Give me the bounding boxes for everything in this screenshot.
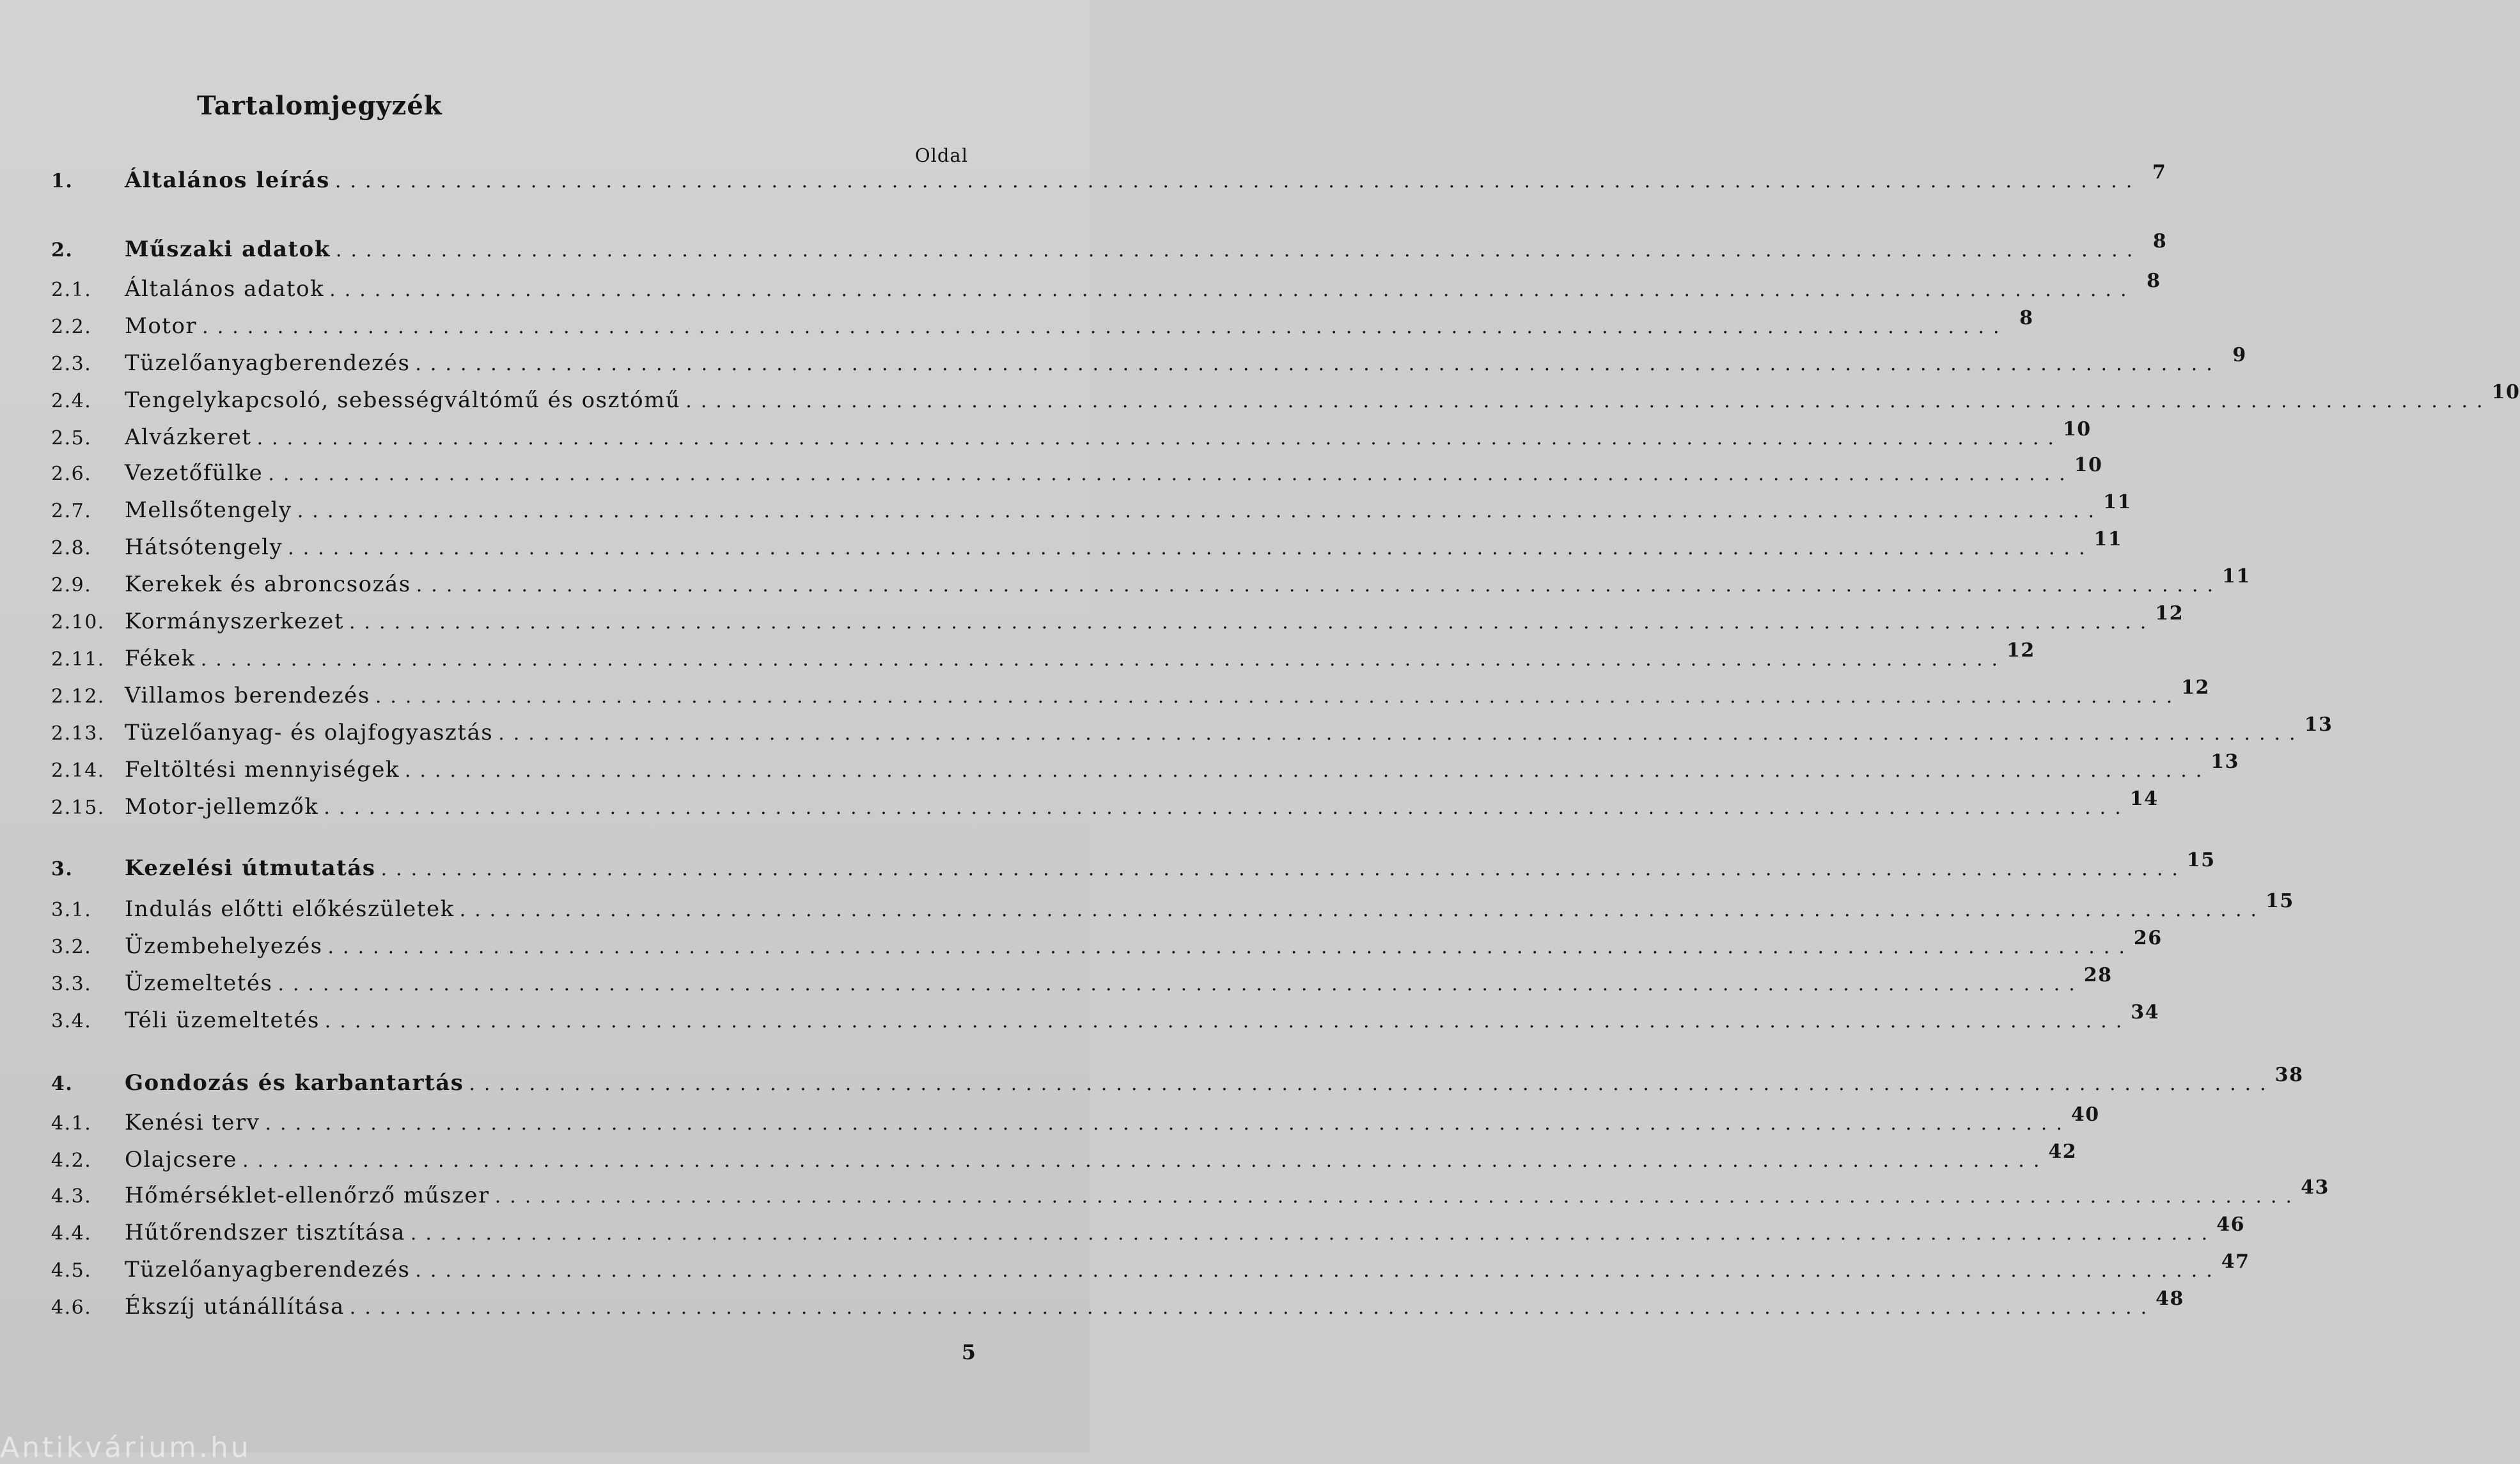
toc-entry-label: Alvázkeret <box>125 424 252 450</box>
toc-entry-page: 10 <box>2074 454 2103 476</box>
toc-entry-page: 34 <box>2131 1001 2159 1024</box>
toc-entry <box>51 927 2163 964</box>
toc-entry <box>51 344 2247 381</box>
toc-entry-number: 3.1. <box>51 899 92 921</box>
toc-entry-number: 2.12. <box>51 685 105 708</box>
dot-leader: ........................................................................................................................ <box>265 1112 2071 1135</box>
toc-entry-label: Indulás előtti előkészületek <box>125 896 455 922</box>
toc-entry-label: Mellsőtengely <box>125 497 292 523</box>
toc-entry-label: Ékszíj utánállítása <box>125 1294 345 1320</box>
toc-entry-label: Tüzelőanyag- és olajfogyasztás <box>125 720 494 745</box>
dot-leader: ........................................................................................................................ <box>416 574 2223 596</box>
toc-entry-label: Fékek <box>125 646 196 671</box>
toc-entry <box>51 454 2103 491</box>
page-title: Tartalomjegyzék <box>197 91 442 121</box>
dot-leader: ........................................................................................................................ <box>459 899 2266 921</box>
toc-entry-number: 2.3. <box>51 353 92 375</box>
dot-leader: ........................................................................................................................ <box>288 537 2094 559</box>
toc-entry-number: 3.3. <box>51 973 92 995</box>
toc-entry <box>51 1103 2100 1141</box>
toc-entry-page: 26 <box>2133 927 2163 949</box>
toc-entry-page: 7 <box>2152 161 2167 183</box>
toc-entry-page: 48 <box>2156 1288 2184 1310</box>
toc-entry-label: Hőmérséklet-ellenőrző műszer <box>125 1183 490 1208</box>
dot-leader: ........................................................................................................................ <box>685 390 2492 412</box>
dot-leader: ........................................................................................................................ <box>278 973 2084 995</box>
dot-leader: ........................................................................................................................ <box>324 1010 2131 1032</box>
toc-entry-page: 47 <box>2221 1250 2250 1273</box>
dot-leader: ........................................................................................................................ <box>348 611 2156 634</box>
dot-leader: ........................................................................................................................ <box>202 316 2008 338</box>
toc-entry-number: 3.4. <box>51 1010 92 1032</box>
toc-entry <box>51 602 2184 639</box>
toc-entry-page: 10 <box>2062 418 2092 440</box>
toc-entry-label: Motor-jellemzők <box>125 794 319 820</box>
watermark-text: Antikvárium.hu <box>0 1431 251 1464</box>
toc-entry-label: Kormányszerkezet <box>125 609 344 634</box>
toc-entry-number: 4.4. <box>51 1222 92 1245</box>
dot-leader: ........................................................................................................................ <box>297 500 2104 522</box>
toc-entry-page: 11 <box>2103 491 2132 513</box>
toc-chapter-entry <box>51 1064 2304 1101</box>
toc-entry <box>51 1001 2159 1038</box>
toc-entry-number: 2.14. <box>51 759 105 782</box>
toc-entry-number: 2.10. <box>51 611 105 634</box>
toc-chapter-entry <box>51 230 2168 267</box>
toc-entry-number: 2.9. <box>51 574 92 596</box>
toc-entry <box>51 964 2113 1001</box>
toc-entry <box>51 307 2034 344</box>
toc-entry-page: 8 <box>2152 230 2168 253</box>
toc-entry <box>51 1176 2329 1213</box>
toc-entry-label: Kezelési útmutatás <box>125 855 376 881</box>
dot-leader: ........................................................................................................................ <box>268 463 2074 485</box>
toc-entry-page: 12 <box>2181 676 2210 699</box>
dot-leader: ........................................................................................................................ <box>410 1222 2217 1245</box>
toc-entry-label: Kenési terv <box>125 1110 260 1135</box>
toc-entry-page: 38 <box>2274 1064 2304 1086</box>
toc-entry <box>51 1213 2245 1250</box>
toc-entry-page: 12 <box>2155 602 2184 625</box>
toc-entry-page: 14 <box>2129 788 2159 810</box>
toc-entry-label: Üzemeltetés <box>125 970 273 996</box>
toc-entry-page: 11 <box>2222 565 2251 588</box>
dot-leader: ........................................................................................................................ <box>335 239 2142 261</box>
toc-entry <box>51 1288 2184 1325</box>
toc-entry-page: 40 <box>2070 1103 2100 1126</box>
toc-entry-page: 10 <box>2491 381 2520 403</box>
dot-leader: ........................................................................................................................ <box>334 170 2141 192</box>
toc-entry-number: 2.4. <box>51 390 92 412</box>
toc-entry-number: 2.11. <box>51 648 105 671</box>
toc-entry-label: Tengelykapcsoló, sebességváltómű és osztómű <box>125 387 681 413</box>
dot-leader: ........................................................................................................................ <box>494 1185 2301 1208</box>
toc-entry <box>51 270 2161 307</box>
toc-entry-label: Általános leírás <box>125 167 330 193</box>
dot-leader: ........................................................................................................................ <box>349 1297 2156 1319</box>
toc-entry <box>51 381 2520 418</box>
toc-entry-label: Feltöltési mennyiségek <box>125 757 400 783</box>
toc-entry-number: 2.15. <box>51 797 105 819</box>
toc-entry-page: 42 <box>2048 1141 2078 1163</box>
toc-entry-number: 4.1. <box>51 1112 92 1135</box>
toc-entry-number: 3. <box>51 858 74 880</box>
dot-leader: ........................................................................................................................ <box>200 648 2007 671</box>
toc-entry-label: Műszaki adatok <box>125 237 331 262</box>
toc-entry <box>51 639 2035 676</box>
toc-entry <box>51 1250 2250 1288</box>
toc-entry-label: Téli üzemeltetés <box>125 1008 320 1033</box>
toc-entry-label: Üzembehelyezés <box>125 933 323 959</box>
toc-entry-page: 13 <box>2211 751 2240 773</box>
dot-leader: ........................................................................................................................ <box>256 427 2063 449</box>
toc-entry-number: 2.13. <box>51 722 105 745</box>
dot-leader: ........................................................................................................................ <box>498 722 2305 745</box>
toc-entry-page: 13 <box>2304 713 2333 736</box>
toc-entry-label: Vezetőfülke <box>125 460 263 486</box>
dot-leader: ........................................................................................................................ <box>415 353 2221 375</box>
toc-entry-page: 46 <box>2216 1213 2245 1236</box>
toc-entry-number: 2.6. <box>51 463 92 485</box>
toc-chapter-entry <box>51 849 2216 886</box>
page-column-label: Oldal <box>914 144 968 166</box>
toc-entry <box>51 1141 2078 1178</box>
toc-entry-number: 2.1. <box>51 279 92 301</box>
toc-entry-page: 15 <box>2266 890 2294 912</box>
toc-entry-label: Kerekek és abroncsozás <box>125 572 411 597</box>
toc-entry-label: Tüzelőanyagberendezés <box>125 350 411 376</box>
toc-entry <box>51 751 2240 788</box>
toc-entry-page: 8 <box>2019 307 2034 329</box>
toc-entry-label: Tüzelőanyagberendezés <box>125 1257 411 1282</box>
toc-entry-number: 4.6. <box>51 1297 92 1319</box>
toc-entry-page: 28 <box>2083 964 2113 986</box>
toc-entry <box>51 713 2333 751</box>
dot-leader: ........................................................................................................................ <box>380 858 2187 880</box>
dot-leader: ........................................................................................................................ <box>327 936 2134 958</box>
toc-entry-number: 2.8. <box>51 537 92 559</box>
dot-leader: ........................................................................................................................ <box>404 759 2211 782</box>
toc-entry <box>51 788 2159 825</box>
dot-leader: ........................................................................................................................ <box>324 797 2130 819</box>
toc-entry-page: 15 <box>2186 849 2216 871</box>
toc-entry-label: Gondozás és karbantartás <box>125 1070 464 1096</box>
toc-entry-label: Általános adatok <box>125 276 325 302</box>
toc-entry <box>51 890 2294 927</box>
toc-entry <box>51 676 2210 713</box>
toc-entry-label: Villamos berendezés <box>125 683 370 708</box>
dot-leader: ........................................................................................................................ <box>242 1149 2049 1172</box>
toc-entry-label: Motor <box>125 313 198 339</box>
toc-entry-number: 2.7. <box>51 500 92 522</box>
toc-entry-number: 2. <box>51 239 74 261</box>
toc-entry-number: 4.2. <box>51 1149 92 1172</box>
toc-entry-number: 4.5. <box>51 1259 92 1282</box>
toc-entry <box>51 528 2123 565</box>
toc-entry-page: 11 <box>2093 528 2123 550</box>
toc-entry-number: 3.2. <box>51 936 92 958</box>
dot-leader: ........................................................................................................................ <box>375 685 2182 708</box>
toc-entry-number: 4.3. <box>51 1185 92 1208</box>
dot-leader: ........................................................................................................................ <box>415 1259 2221 1282</box>
toc-entry-label: Hűtőrendszer tisztítása <box>125 1220 405 1245</box>
toc-entry-page: 8 <box>2147 270 2161 292</box>
toc-entry-page: 9 <box>2232 344 2247 366</box>
page-number: 5 <box>961 1340 976 1364</box>
toc-entry-number: 2.2. <box>51 316 92 338</box>
toc-entry <box>51 418 2092 455</box>
toc-entry-number: 1. <box>51 170 74 192</box>
toc-entry-page: 43 <box>2301 1176 2329 1199</box>
toc-entry <box>51 491 2132 528</box>
dot-leader: ........................................................................................................................ <box>469 1073 2275 1095</box>
toc-chapter-entry <box>51 161 2167 198</box>
toc-entry-page: 12 <box>2007 639 2035 662</box>
toc-entry <box>51 565 2251 602</box>
toc-entry-number: 2.5. <box>51 427 92 449</box>
dot-leader: ........................................................................................................................ <box>329 279 2136 301</box>
toc-entry-number: 4. <box>51 1073 74 1095</box>
toc-entry-label: Olajcsere <box>125 1147 238 1172</box>
toc-entry-label: Hátsótengely <box>125 534 283 560</box>
